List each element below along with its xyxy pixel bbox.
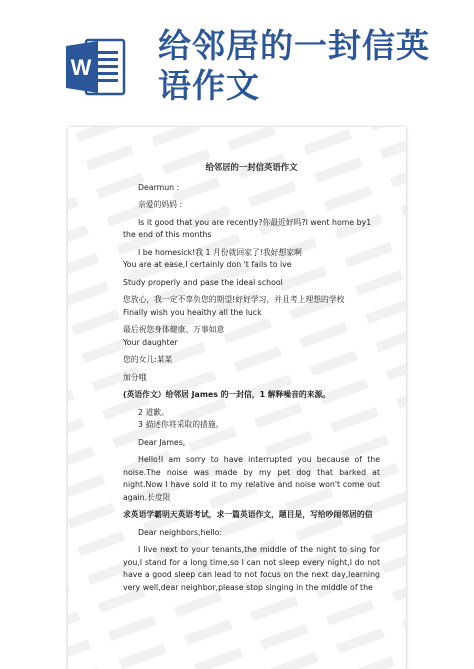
title-line-2: 语作文: [158, 66, 260, 105]
paragraph: 求英语学霸明天英语考试，求一篇英语作文，题目是，写给吵闹邻居的信: [123, 510, 373, 519]
document-body: [123, 161, 380, 594]
paragraph: 亲爱的妈妈 :: [138, 200, 183, 209]
paragraph: Your daughter: [123, 337, 178, 347]
page-title: [158, 26, 458, 106]
paragraph: You are at ease,I certainly don 't fails to ive: [123, 260, 292, 269]
paragraph: Finally wish you heaithy all the luck: [123, 307, 262, 317]
paragraph: 最后祝您身体健康、万事如意: [123, 325, 225, 334]
paragraph: Dear neighbors,hello:: [138, 527, 222, 537]
header-banner: [0, 0, 474, 118]
paragraph: Is it good that you are recently?你最近好吗?I went home by1 the end of this months: [123, 217, 372, 239]
title-line-1: 给邻居的一封信英: [158, 26, 430, 65]
paragraph: I be homesick!我 1 月份就回家了!我好想家啊: [138, 247, 302, 257]
document-title: 给邻居的一封信英语作文: [205, 162, 298, 172]
paragraph: 您放心，我一定不辜负您的期望!好好学习，并且考上理想的学校: [123, 295, 345, 304]
svg-text:W: W: [70, 55, 92, 80]
paragraph: (英语作文）给邻居 James 的一封信，1 解释噪音的来源。: [123, 390, 331, 399]
paragraph: 3 描述你将采取的措施。: [138, 420, 224, 429]
paragraph: Dearmun :: [138, 182, 180, 192]
paragraph: 2 道歉。: [138, 407, 169, 417]
paragraph: Dear James,: [138, 437, 186, 447]
paragraph: I live next to your tenants,the middle of the night to sing for you,I stand for a long time,so I can not sleep every night,I do not have a good sleep can lead to not focus on the next day,learning very well,dear neighbor,please stop singing in the middle of the: [123, 545, 380, 592]
paragraph: Hello!I am sorry to have interrupted you because of the noise.The noise was made by my pet dog that barked at night.Now I have sold it to my relative and noise won't come out again.长度限: [123, 455, 380, 502]
word-document-icon: [64, 38, 126, 96]
document-page: [68, 127, 406, 669]
paragraph: 您的女儿:某某: [123, 355, 173, 364]
paragraph: 加分哦: [123, 372, 147, 382]
paragraph: Study properly and pase the ideal school: [123, 277, 283, 287]
